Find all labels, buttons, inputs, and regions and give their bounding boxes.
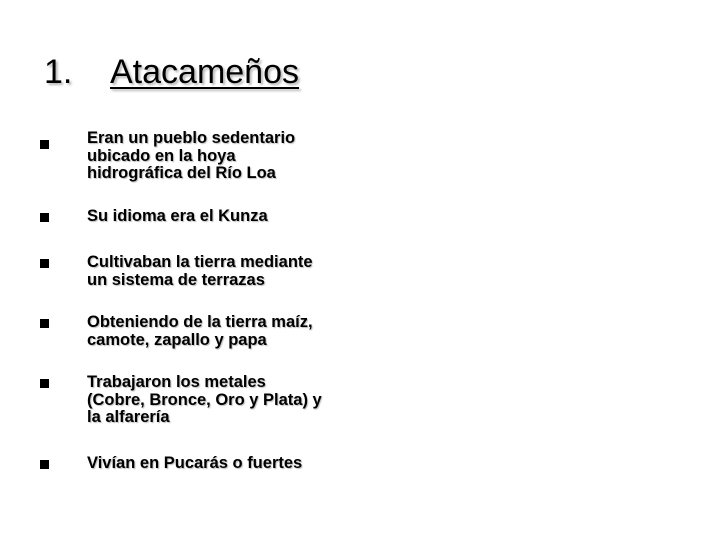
slide-title	[44, 52, 299, 92]
bullet-square-icon	[40, 379, 49, 388]
bullet-square-icon	[40, 213, 49, 222]
bullet-square-icon	[40, 460, 49, 469]
bullet-text: Trabajaron los metales (Cobre, Bronce, Oro y Plata) y la alfarería	[87, 373, 322, 426]
bullet-square-icon	[40, 319, 49, 328]
bullet-square-icon	[40, 140, 49, 149]
title-number: 1.	[44, 53, 73, 91]
bullet-square-icon	[40, 259, 49, 268]
bullet-text: Cultivaban la tierra mediante un sistema de terrazas	[87, 253, 313, 289]
bullet-text: Su idioma era el Kunza	[87, 207, 268, 225]
bullet-text: Vivían en Pucarás o fuertes	[87, 454, 303, 472]
bullet-text: Eran un pueblo sedentario ubicado en la hoya hidrográfica del Río Loa	[87, 129, 296, 182]
bullet-text: Obteniendo de la tierra maíz, camote, zapallo y papa	[87, 313, 313, 349]
title-text: Atacameños	[110, 53, 299, 91]
